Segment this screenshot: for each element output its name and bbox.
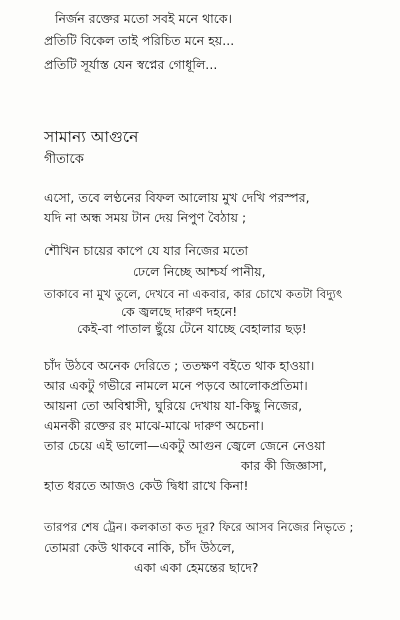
stanza3-line-3: আয়না তো অবিশ্বাসী, ঘুরিয়ে দেখায় যা-কিছু নিজের, bbox=[44, 398, 303, 413]
stanza3-line-4: এমনকী রক্তের রং মাঝে-মাঝে দারুণ অচেনা। bbox=[44, 418, 264, 433]
stanza3-line-1: চাঁদ উঠবে অনেক দেরিতে ; ততক্ষণ বইতে থাক হাওয়া। bbox=[44, 358, 315, 373]
stanza4-line-2: তোমরা কেউ থাকবে নাকি, চাঁদ উঠলে, bbox=[44, 540, 235, 555]
stanza3-line-7: হাত ধরতে আজও কেউ দ্বিধা রাখে কিনা! bbox=[44, 478, 249, 493]
stanza4-line-3: একা একা হেমন্তের ছাদে? bbox=[134, 560, 259, 575]
poem-dedication: গীতাকে bbox=[44, 152, 84, 167]
stanza4-line-1: তারপর শেষ ট্রেন। কলকাতা কত দূর? ফিরে আসব নিজের নিভৃতে ; bbox=[44, 520, 354, 534]
stanza2-line-4: কে জ্বলছে দারুণ দহনে! bbox=[121, 304, 238, 319]
stanza1-line-1: এসো, তবে লণ্ঠনের বিফল আলোয় মুখ দেখি পরস্পর, bbox=[44, 190, 310, 205]
stanza2-line-3: তাকাবে না মুখ তুলে, দেখবে না একবার, কার চোখে কতটা বিদ্যুৎ bbox=[44, 287, 343, 301]
poem-title: সামান্য আগুনে bbox=[44, 128, 139, 146]
stanza3-line-6: কার কী জিজ্ঞাসা, bbox=[241, 458, 327, 473]
top-stanza-line-3: প্রতিটি সূর্যাস্ত যেন স্বপ্নের গোধূলি... bbox=[44, 57, 218, 72]
top-stanza-line-1: নির্জন রক্তের মতো সবই মনে থাকে। bbox=[55, 11, 233, 26]
stanza3-line-2: আর একটু গভীরে নামলে মনে পড়বে আলোকপ্রতিমা। bbox=[44, 378, 308, 393]
stanza3-line-5: তার চেয়ে এই ভালো—একটু আগুন জ্বেলে জেনে নেওয়া bbox=[44, 438, 326, 453]
stanza1-line-2: যদি না অন্ধ সময় টান দেয় নিপুণ বৈঠায় ; bbox=[44, 210, 247, 225]
stanza2-line-1: শৌখিন চায়ের কাপে যে যার নিজের মতো bbox=[44, 243, 249, 258]
stanza2-line-5: কেই-বা পাতাল ছুঁয়ে টেনে যাচ্ছে বেহালার ছড়! bbox=[77, 321, 307, 336]
top-stanza-line-2: প্রতিটি বিকেল তাই পরিচিত মনে হয়... bbox=[44, 33, 235, 48]
stanza2-line-2: ঢেলে নিচ্ছে আশ্চর্য পানীয়, bbox=[133, 264, 266, 279]
